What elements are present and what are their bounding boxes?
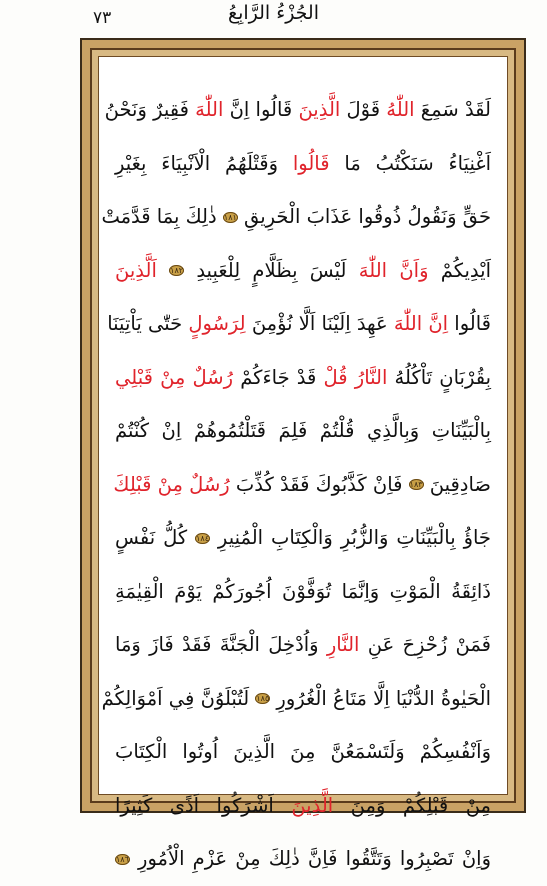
text-segment: حَقٍّ وَنَقُولُ ذُوقُوا عَذَابَ الْحَرِيقِ [237,205,491,228]
text-segment: الْحَيٰوةُ الدُّنْيَا اِلَّا مَتَاعُ الْغُرُورِ [270,686,491,710]
highlighted-word: رُسُلٌ مِنْ قَبْلِكَ [113,472,230,496]
text-segment: قَوْلَ [340,98,387,121]
text-segment: فَقِيرٌ وَنَحْنُ [104,98,196,121]
highlighted-word: اللّٰهُ [386,98,415,121]
text-segment: وَقَتْلَهُمُ الْاَنْبِيَاءَ بِغَيْرِ [115,151,293,175]
text-segment: وَاُدْخِلَ الْجَنَّةَ فَقَدْ فَازَ وَمَا [115,633,327,656]
text-segment [348,366,355,389]
page-number: ٧٣ [93,8,112,28]
text-segment: بِقُرْبَانٍ تَاْكُلُهُ [387,365,492,389]
text-line [101,190,491,244]
ayah-marker-icon: ١٨٥ [256,694,270,703]
text-segment: مِنْ قَبْلِكُمْ وَمِنَ [333,793,492,817]
text-line [104,83,491,137]
verse-lines [101,83,492,886]
page-frame [80,38,526,870]
text-segment: قَدْ جَاءَكُمْ [233,365,324,389]
text-segment: حَتّٰى يَاْتِيَنَا [107,312,189,335]
highlighted-word: النَّارِ [326,633,360,656]
juz-title: الجُزْءُ الرَّابِعُ [227,2,320,24]
text-segment: صَادِقِينَ [423,472,491,496]
frame-border [90,48,516,870]
text-segment: اَشْرَكُوا اَذًى كَثِيرًا [115,793,292,817]
text-segment: لَقَدْ سَمِعَ [414,98,491,121]
highlighted-word: اِنَّ اللّٰهَ [393,312,449,335]
text-segment: بِالْبَيِّنَاتِ وَبِالَّذِي قُلْتُمْ فَلِمَ قَتَلْتُمُوهُمْ اِنْ كُنْتُمْ [115,419,491,442]
text-segment: جَاؤُ بِالْبَيِّنَاتِ وَالزُّبُرِ وَالْكِتَابِ الْمُنِيرِ [209,526,491,549]
highlighted-word: رُسُلٌ مِنْ قَبْلِي [115,365,234,389]
text-segment: ذٰلِكَ بِمَا قَدَّمَتْ [101,205,223,228]
highlighted-word: وَاَنَّ اللّٰهَ [358,258,429,282]
highlighted-word: اَلَّذِينَ [115,258,157,282]
text-area [98,56,508,870]
text-line [115,137,491,191]
text-line [115,511,491,565]
text-segment: ذَائِقَةُ الْمَوْتِ وَاِنَّمَا تُوَفَّوْنَ اُجُورَكُمْ يَوْمَ الْقِيٰمَةِ [115,579,491,603]
text-line [115,404,491,458]
text-segment: قَالُوا [448,312,491,335]
text-line [115,565,491,619]
highlighted-word: النَّارُ [354,365,388,389]
text-segment: قَالُوا اِنَّ [223,98,299,121]
ayah-marker-icon: ١٨٢ [170,266,184,275]
ayah-marker-icon: ١٨٦ [116,854,129,864]
highlighted-word: قَالُوا [292,151,330,175]
text-segment: فَاِنْ كَذَّبُوكَ فَقَدْ كُذِّبَ [229,472,409,496]
highlighted-word: اللّٰهَ [195,98,224,121]
text-segment: اَغْنِيَاءُ سَنَكْتُبُ مَا [329,151,491,175]
text-segment: لَتُبْلَوُنَّ فِي اَمْوَالِكُمْ [101,686,256,710]
text-line [115,351,491,405]
text-line [107,297,491,351]
text-segment: وَاَنْفُسِكُمْ وَلَتَسْمَعُنَّ مِنَ الَّذِينَ اُوتُوا الْكِتَابَ [115,740,491,763]
text-segment: فَمَنْ زُحْزِحَ عَنِ [359,633,491,656]
ayah-marker-icon: ١٨٤ [196,533,209,543]
text-line [115,725,491,779]
text-segment: عَهِدَ اِلَيْنَا اَلَّا نُؤْمِنَ [245,312,394,335]
text-segment: وَاِنْ تَصْبِرُوا وَتَتَّقُوا فَاِنَّ ذٰلِكَ مِنْ عَزْمِ الْاُمُورِ [129,847,491,870]
highlighted-word: الَّذِينَ [291,793,334,817]
text-line [115,244,491,298]
text-segment: لَيْسَ بِظَلَّامٍ لِلْعَبِيدِ [184,258,359,282]
text-line [115,832,491,886]
highlighted-word: لِرَسُولٍ [188,312,246,335]
text-line [115,458,491,512]
text-segment: اَيْدِيكُمْ [428,258,492,282]
ayah-marker-icon: ١٨٣ [409,480,423,489]
text-line [115,618,491,672]
text-line [115,779,491,833]
highlighted-word: قُلْ [323,365,348,389]
ayah-marker-icon: ١٨١ [223,212,237,222]
text-segment [157,259,169,282]
text-segment: كُلُّ نَفْسٍ [115,526,196,549]
text-line [101,672,491,726]
highlighted-word: الَّذِينَ [298,98,341,121]
